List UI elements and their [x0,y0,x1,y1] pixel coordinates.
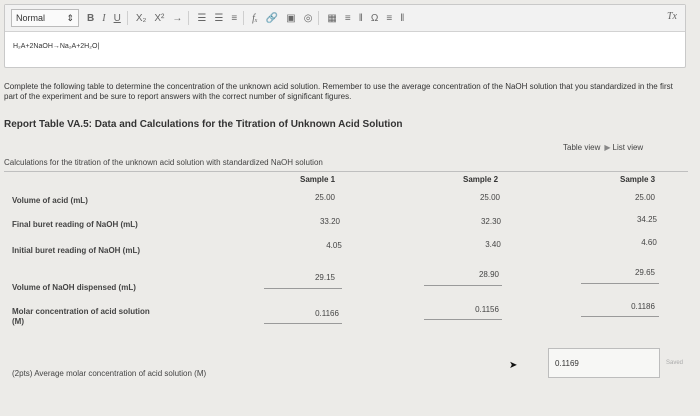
toolbar-divider [127,11,128,25]
row-label-molar-concentration: Molar concentration of acid solution (M) [12,307,150,326]
bold-button[interactable]: B [87,12,95,24]
cell-molar-conc-s3[interactable]: 0.1186 [631,302,655,311]
link-icon[interactable]: 🔗 [265,12,279,24]
cell-volume-acid-s2: 25.00 [479,193,501,202]
row-label-initial-buret: Initial buret reading of NaOH (mL) [12,246,141,255]
cell-volume-naoh-s2[interactable]: 28.90 [478,270,500,279]
clear-formatting-button[interactable]: Tx [667,11,677,22]
column-header-sample-2: Sample 2 [463,175,499,184]
cell-volume-acid-s3: 25.00 [634,193,656,202]
subscript-button[interactable]: X₂ [135,12,147,24]
cell-final-buret-s3: 34.25 [636,215,658,224]
row-label-volume-naoh: Volume of NaOH dispensed (mL) [12,283,136,292]
mouse-cursor-icon: ➤ [509,360,518,371]
cell-initial-buret-s3: 4.60 [641,238,657,247]
row-label-volume-acid: Volume of acid (mL) [12,196,88,205]
align-icon[interactable]: ≡ [231,12,238,24]
underline-button[interactable]: U [113,12,121,24]
more-icon[interactable]: ‖ [400,12,405,24]
toolbar-divider [318,11,319,25]
input-underline [424,319,502,320]
table-divider [4,171,688,172]
italic-button[interactable]: I [102,12,106,24]
editor-content[interactable]: H₂A+2NaOH→Na₂A+2H₂O| [13,43,100,50]
input-underline [264,288,342,289]
format-select-value: Normal [16,13,46,23]
cell-final-buret-s1: 33.20 [319,217,341,226]
table-caption: Calculations for the titration of the unknown acid solution with standardized NaOH solution [4,158,323,167]
toolbar-divider [188,11,189,25]
cell-initial-buret-s1: 4.05 [326,241,342,250]
cell-initial-buret-s2: 3.40 [485,240,501,249]
input-underline [581,316,659,317]
view-toggle[interactable] [563,143,643,152]
superscript-button[interactable]: X² [154,12,165,24]
cell-volume-acid-s1: 25.00 [314,193,336,202]
text-align-icon[interactable]: ≡ [344,12,351,24]
column-icon[interactable]: ‖ [358,12,363,24]
input-underline [424,285,502,286]
cell-volume-naoh-s1[interactable]: 29.15 [314,273,336,282]
arrow-right-icon[interactable]: → [172,12,183,24]
paragraph-format-select[interactable] [11,9,79,27]
column-header-sample-1: Sample 1 [300,175,336,184]
list-view-option[interactable]: List view [612,143,644,152]
average-concentration-label: (2pts) Average molar concentration of acid solution (M) [12,369,207,378]
cell-molar-conc-s2[interactable]: 0.1156 [475,305,499,314]
table-icon[interactable]: ▦ [327,12,337,24]
row-label-final-buret: Final buret reading of NaOH (mL) [12,220,138,229]
image-icon[interactable]: ▣ [286,12,296,24]
toolbar-divider [243,11,244,25]
indent-icon[interactable]: ≡ [386,12,393,24]
chevron-updown-icon: ⇕ [66,12,74,23]
toggle-switch-icon[interactable]: ▶ [604,143,611,152]
bullet-list-icon[interactable]: ☰ [214,12,224,24]
editor-toolbar [5,5,685,32]
input-underline [581,283,659,284]
cell-volume-naoh-s3[interactable]: 29.65 [634,268,656,277]
ordered-list-icon[interactable]: ☰ [197,12,207,24]
formula-icon[interactable]: fₓ [252,12,258,24]
report-table-title: Report Table VA.5: Data and Calculations for the Titration of Unknown Acid Solution [4,119,403,130]
input-underline [264,323,342,324]
answer-editor[interactable] [4,4,686,68]
embed-icon[interactable]: ◎ [303,12,313,24]
special-chars-icon[interactable]: Ω [370,12,379,24]
saved-indicator: Saved [666,360,684,366]
average-concentration-input[interactable]: 0.1169 [548,348,660,378]
cell-final-buret-s2: 32.30 [480,217,502,226]
cell-molar-conc-s1[interactable]: 0.1166 [315,309,339,318]
instructions-text: Complete the following table to determine the concentration of the unknown acid solution. Remember to use the average concentration of the NaOH solution that you standardized in the first part of the experiment and be sure to report answers with the correct number of significant figures. [4,82,673,101]
table-view-option[interactable]: Table view [563,143,601,152]
column-header-sample-3: Sample 3 [620,175,656,184]
